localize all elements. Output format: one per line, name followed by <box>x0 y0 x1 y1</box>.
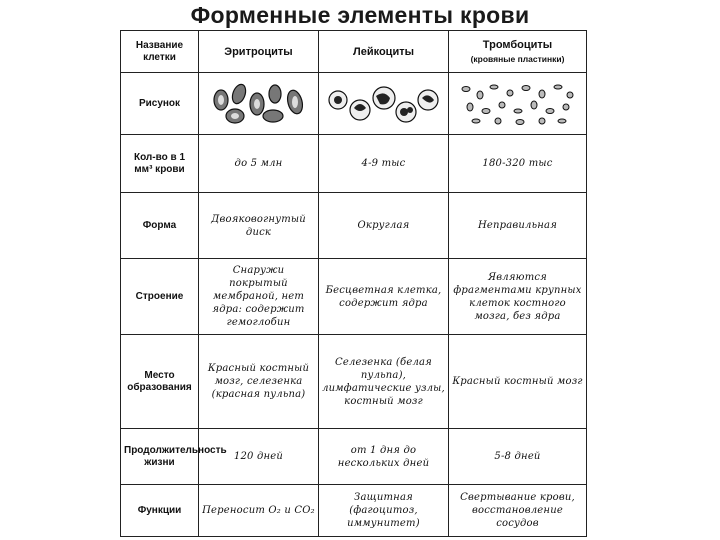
table-cell: 4-9 тыс <box>319 135 449 193</box>
table-row <box>121 135 587 193</box>
table-cell: Неправильная <box>449 193 587 259</box>
table-cell: Свертывание крови, восстановление сосудов <box>449 485 587 537</box>
table-cell: Переносит O₂ и CO₂ <box>199 485 319 537</box>
blood-cells-table <box>120 30 587 537</box>
table-cell: Округлая <box>319 193 449 259</box>
leukocytes-illustration <box>326 82 442 126</box>
row-label: Строение <box>121 259 199 335</box>
leukocytes-drawing <box>319 73 449 135</box>
row-label: Рисунок <box>121 73 199 135</box>
table-cell: 120 дней <box>199 429 319 485</box>
table-cell: Являются фрагментами крупных клеток костного мозга, без ядра <box>449 259 587 335</box>
table-row <box>121 259 587 335</box>
table-cell: Защитная (фагоцитоз, иммунитет) <box>319 485 449 537</box>
table-row <box>121 73 587 135</box>
table-cell: Двояковогнутый диск <box>199 193 319 259</box>
table-row <box>121 429 587 485</box>
row-label: Кол-во в 1 мм³ крови <box>121 135 199 193</box>
table-cell: Красный костный мозг <box>449 335 587 429</box>
column-header-erythrocytes: Эритроциты <box>199 31 319 73</box>
table-cell: Снаружи покрытый мембраной, нет ядра: содержит гемоглобин <box>199 259 319 335</box>
platelets-illustration <box>458 81 578 127</box>
platelets-drawing <box>449 73 587 135</box>
page-title: Форменные элементы крови <box>190 2 530 28</box>
table-row <box>121 193 587 259</box>
column-subtitle-platelets: (кровяные пластинки) <box>470 53 565 64</box>
table-cell: 180-320 тыс <box>449 135 587 193</box>
column-header-platelets: Тромбоциты (кровяные пластинки) <box>449 31 587 73</box>
erythrocytes-drawing <box>199 73 319 135</box>
row-label: Продолжительность жизни <box>121 429 199 485</box>
header-name-label: Название клетки <box>121 31 199 73</box>
erythrocytes-illustration <box>209 82 309 126</box>
table-cell: 5-8 дней <box>449 429 587 485</box>
table-row <box>121 485 587 537</box>
row-label: Форма <box>121 193 199 259</box>
table-cell: от 1 дня до нескольких дней <box>319 429 449 485</box>
table-cell: Красный костный мозг, селезенка (красная пульпа) <box>199 335 319 429</box>
row-label: Место образования <box>121 335 199 429</box>
row-label: Функции <box>121 485 199 537</box>
table-row <box>121 335 587 429</box>
table-cell: до 5 млн <box>199 135 319 193</box>
column-header-leukocytes: Лейкоциты <box>319 31 449 73</box>
table-cell: Бесцветная клетка, содержит ядра <box>319 259 449 335</box>
header-row <box>121 31 587 73</box>
table-cell: Селезенка (белая пульпа), лимфатические узлы, костный мозг <box>319 335 449 429</box>
